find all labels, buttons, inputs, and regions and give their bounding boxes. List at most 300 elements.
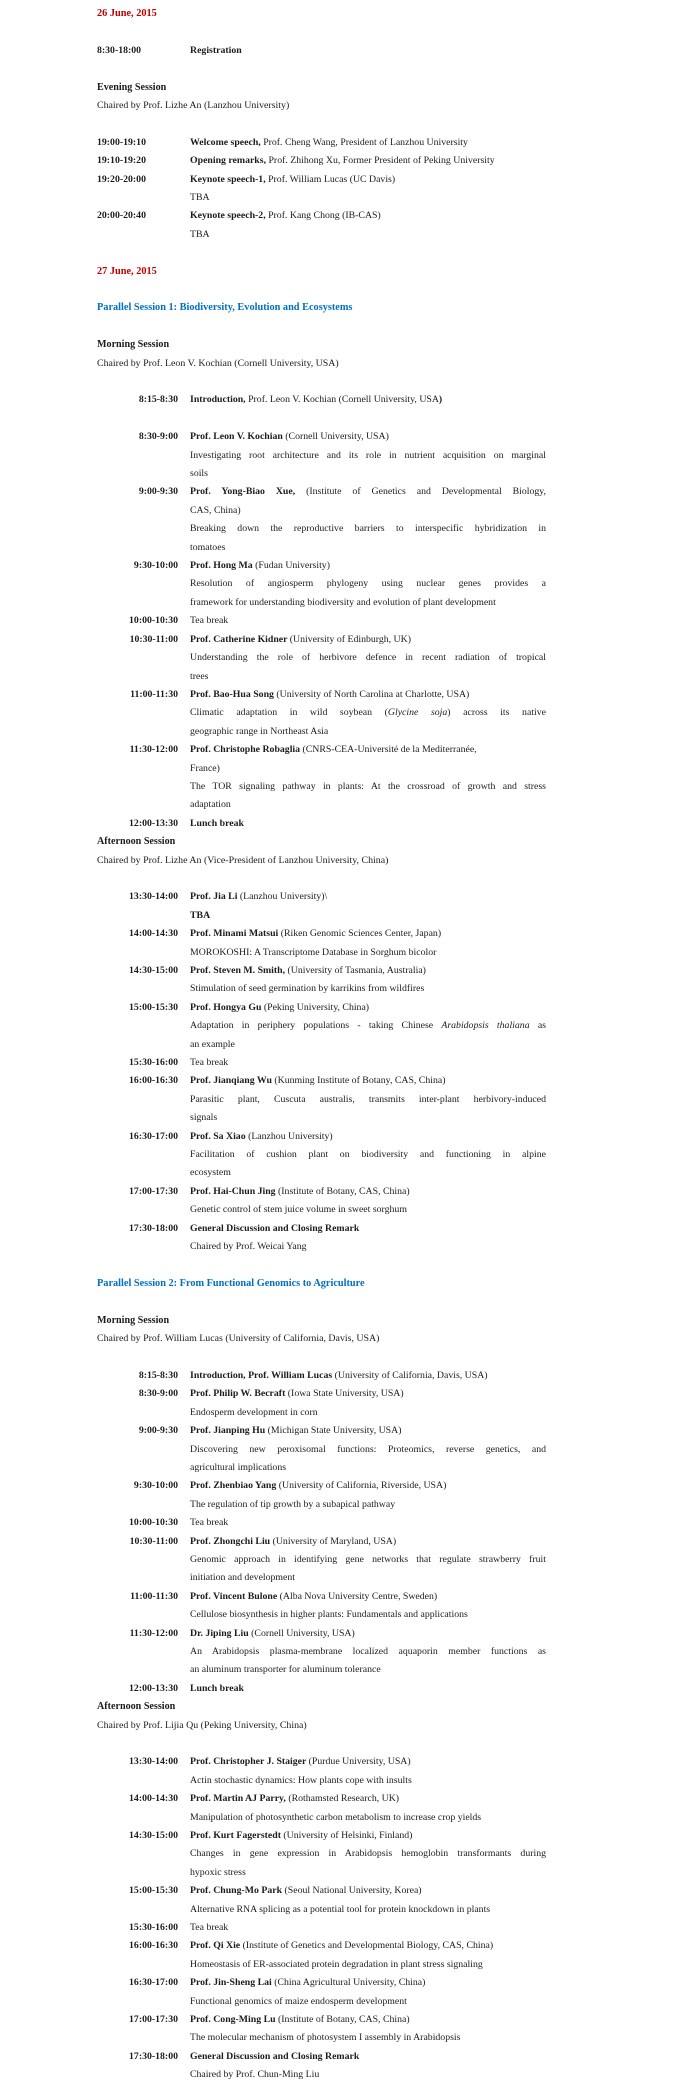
event-content — [190, 1367, 546, 1385]
event-content — [190, 962, 546, 999]
event-row — [97, 1183, 645, 1220]
text-run: Lunch break — [190, 1682, 244, 1694]
event-line — [190, 1772, 546, 1790]
event-row — [97, 815, 645, 833]
text-run: as — [529, 1020, 546, 1032]
event-row — [97, 1533, 645, 1588]
event-time: 8:30-9:00 — [138, 431, 178, 443]
event-row — [97, 557, 645, 612]
text-run: Opening remarks, — [190, 155, 269, 167]
event-row — [97, 1625, 645, 1680]
event-line — [190, 723, 546, 741]
event-line — [190, 686, 546, 704]
event-line — [190, 1643, 546, 1661]
event-line — [190, 1146, 546, 1164]
event-content — [190, 612, 546, 630]
event-content — [190, 1533, 546, 1588]
text-run: trees — [190, 670, 209, 682]
text-run: Prof. Cong-Ming Lu — [190, 2014, 278, 2026]
text-run: Actin stochastic dynamics: How plants cope with insults — [190, 1774, 412, 1786]
event-content — [190, 815, 546, 833]
text-run: framework for understanding biodiversity and evolution of plant development — [190, 596, 496, 608]
event-line — [190, 465, 546, 483]
text-run: Prof. Christopher J. Staiger — [190, 1756, 309, 1768]
event-line — [190, 907, 546, 925]
event-time: 19:20-20:00 — [97, 173, 146, 185]
event-line — [190, 1017, 546, 1035]
event-content — [190, 2011, 546, 2048]
text-run: (Peking University, China) — [263, 1001, 370, 1013]
event-line — [190, 2066, 546, 2084]
event-content — [190, 134, 546, 152]
event-time: 15:30-16:00 — [129, 1922, 178, 1934]
event-line — [190, 539, 546, 557]
date-heading: 26 June, 2015 — [97, 8, 157, 19]
event-time: 13:30-14:00 — [129, 891, 178, 903]
event-line — [190, 1864, 546, 1882]
event-content — [190, 925, 546, 962]
event-time: 17:30-18:00 — [129, 1222, 178, 1234]
event-line — [190, 1937, 546, 1955]
session-header — [97, 1312, 645, 1349]
text-run: Introduction, — [190, 394, 249, 406]
event-line — [190, 226, 546, 244]
event-line — [190, 668, 546, 686]
event-time: 14:30-15:00 — [129, 1830, 178, 1842]
text-run: signals — [190, 1112, 218, 1124]
event-row — [97, 1385, 645, 1422]
text-run: (Institute of Botany, CAS, China) — [278, 2014, 410, 2026]
text-run: (Institute of Botany, CAS, China) — [278, 1185, 410, 1197]
event-line — [190, 741, 546, 759]
text-run: (Purdue University, USA) — [308, 1756, 411, 1768]
text-run: Prof. Jia Li — [190, 891, 240, 903]
text-run: (Iowa State University, USA) — [287, 1388, 404, 1400]
event-line — [190, 483, 546, 501]
text-run: Prof. Catherine Kidner — [190, 633, 290, 645]
event-line — [190, 594, 546, 612]
event-line — [190, 796, 546, 814]
event-line — [190, 502, 546, 520]
event-content — [190, 1072, 546, 1127]
event-line — [190, 520, 546, 538]
text-run: Prof. Martin AJ Parry, — [190, 1793, 289, 1805]
event-row — [97, 1974, 645, 2011]
text-run: (Lanzhou University)\ — [239, 891, 328, 903]
event-content — [190, 999, 546, 1054]
text-run: Introduction, Prof. William Lucas — [190, 1369, 335, 1381]
event-line — [190, 1367, 546, 1385]
text-run: Prof. Leon V. Kochian (Cornell University, USA — [248, 394, 439, 406]
event-row — [97, 686, 645, 741]
event-line — [190, 171, 546, 189]
event-time: 8:30-9:00 — [138, 1388, 178, 1400]
event-time: 14:30-15:00 — [129, 964, 178, 976]
text-run: (China Agricultural University, China) — [274, 1977, 426, 1989]
event-time: 9:00-9:30 — [138, 486, 178, 498]
text-run: TBA — [190, 228, 210, 240]
event-row — [97, 171, 645, 208]
event-line — [190, 2048, 546, 2066]
event-line — [190, 391, 546, 409]
event-line — [190, 1183, 546, 1201]
text-run: Prof. Vincent Bulone — [190, 1590, 280, 1602]
event-content — [190, 1937, 546, 1974]
event-line — [190, 1054, 546, 1072]
text-run: The regulation of tip growth by a subapical pathway — [190, 1498, 396, 1510]
text-run: Resolution of angiosperm phylogeny using nuclear genes provides a — [190, 578, 546, 590]
event-content — [190, 888, 546, 925]
text-run: Prof. Christophe Robaglia — [190, 744, 303, 756]
event-row — [97, 631, 645, 686]
event-row — [97, 1588, 645, 1625]
event-line — [190, 649, 546, 667]
event-line — [190, 1091, 546, 1109]
event-content — [190, 1477, 546, 1514]
event-line — [190, 888, 546, 906]
event-line — [190, 1569, 546, 1587]
text-run: ) — [438, 394, 443, 406]
text-run: General Discussion and Closing Remark — [190, 1222, 360, 1234]
session-chair: Chaired by Prof. Lizhe An (Vice-President of Lanzhou University, China) — [97, 854, 389, 866]
event-line — [190, 1220, 546, 1238]
event-line — [190, 1496, 546, 1514]
event-row — [97, 1477, 645, 1514]
event-row — [97, 1827, 645, 1882]
text-run: Understanding the role of herbivore defence in recent radiation of tropical — [190, 652, 546, 664]
text-run: Prof. Hai-Chun Jing — [190, 1185, 279, 1197]
text-run: (Kunming Institute of Botany, CAS, China) — [274, 1075, 446, 1087]
event-line — [190, 1422, 546, 1440]
event-time: 17:00-17:30 — [129, 1185, 178, 1197]
event-content — [190, 1827, 546, 1882]
event-content — [190, 1753, 546, 1790]
text-run: Chaired by Prof. Chun-Ming Liu — [190, 2069, 320, 2081]
event-content — [190, 1128, 546, 1183]
event-time: 11:00-11:30 — [130, 688, 178, 700]
event-time: 9:30-10:00 — [133, 560, 178, 572]
text-run: Breaking down the reproductive barriers to interspecific hybridization in — [190, 523, 546, 535]
text-run: (University of Edinburgh, UK) — [289, 633, 411, 645]
session-chair: Chaired by Prof. Leon V. Kochian (Cornell University, USA) — [97, 357, 339, 369]
text-run: (Institute of Genetics and Developmental Biology, — [306, 486, 546, 498]
text-run: Genetic control of stem juice volume in sweet sorghum — [190, 1204, 407, 1216]
event-line — [190, 944, 546, 962]
event-content — [190, 1919, 546, 1937]
event-row — [97, 152, 645, 170]
text-run: MOROKOSHI: A Transcriptome Database in Sorghum bicolor — [190, 946, 437, 958]
text-run: TBA — [190, 909, 211, 921]
text-run: Tea break — [190, 1922, 229, 1934]
event-row — [97, 1919, 645, 1937]
text-run: Prof. Leon V. Kochian — [190, 431, 286, 443]
text-run: adaptation — [190, 799, 231, 811]
event-time: 9:30-10:00 — [133, 1480, 178, 1492]
event-line — [190, 1845, 546, 1863]
event-line — [190, 447, 546, 465]
event-content — [190, 557, 546, 612]
event-time: 15:00-15:30 — [129, 1885, 178, 1897]
event-time: 11:00-11:30 — [130, 1590, 178, 1602]
text-run: (University of North Carolina at Charlotte, USA) — [276, 688, 470, 700]
text-run: Genomic approach in identifying gene networks that regulate strawberry fruit — [190, 1553, 546, 1565]
text-run: An Arabidopsis plasma-membrane localized aquaporin member functions as — [190, 1645, 546, 1657]
event-content — [190, 1974, 546, 2011]
event-time: 15:30-16:00 — [129, 1057, 178, 1069]
text-run: hypoxic stress — [190, 1866, 246, 1878]
event-row — [97, 741, 645, 815]
event-row — [97, 483, 645, 557]
event-row — [97, 391, 645, 409]
event-line — [190, 1109, 546, 1127]
text-run: The molecular mechanism of photosystem I assembly in Arabidopsis — [190, 2032, 461, 2044]
text-run: (Lanzhou University) — [248, 1130, 333, 1142]
text-run: Alternative RNA splicing as a potential tool for protein knockdown in plants — [190, 1903, 491, 1915]
text-run: Manipulation of photosynthetic carbon metabolism to increase crop yields — [190, 1811, 482, 1823]
text-run: (University of California, Riverside, USA) — [278, 1480, 447, 1492]
text-run: Prof. Bao-Hua Song — [190, 688, 277, 700]
text-run: Chaired by Prof. Weicai Yang — [190, 1241, 307, 1253]
event-line — [190, 1588, 546, 1606]
text-run: agricultural implications — [190, 1461, 287, 1473]
event-row — [97, 1753, 645, 1790]
session-title: Evening Session — [97, 81, 167, 93]
event-row — [97, 1680, 645, 1698]
text-run: Tea break — [190, 1517, 229, 1529]
event-time: 11:30-12:00 — [129, 1627, 178, 1639]
event-line — [190, 980, 546, 998]
session-title: Afternoon Session — [97, 836, 176, 848]
text-run: Prof. William Lucas (UC Davis) — [268, 173, 396, 185]
event-row — [97, 612, 645, 630]
text-run: Prof. Sa Xiao — [190, 1130, 249, 1142]
date-heading: 27 June, 2015 — [97, 265, 157, 277]
text-run: CAS, China) — [190, 504, 241, 516]
parallel-session-title: Parallel Session 1: Biodiversity, Evolution and Ecosystems — [97, 302, 353, 314]
text-run: Adaptation in periphery populations - taking Chinese — [190, 1020, 442, 1032]
text-run: Glycine soja — [387, 707, 448, 719]
event-row — [97, 1054, 645, 1072]
event-line — [190, 1680, 546, 1698]
text-run: Prof. Steven M. Smith, — [190, 964, 288, 976]
event-content — [190, 1422, 546, 1477]
session-title: Morning Session — [97, 1314, 170, 1326]
event-line — [190, 815, 546, 833]
session-chair: Chaired by Prof. Lijia Qu (Peking University, China) — [97, 1719, 307, 1731]
event-time: 19:00-19:10 — [97, 136, 146, 148]
event-line — [190, 1036, 546, 1054]
event-content — [190, 1882, 546, 1919]
session-chair: Chaired by Prof. Lizhe An (Lanzhou University) — [97, 100, 290, 111]
text-run: (Cornell University, USA) — [285, 431, 389, 443]
text-run: (Cornell University, USA) — [251, 1627, 355, 1639]
text-run: Tea break — [190, 615, 229, 627]
text-run: Functional genomics of maize endosperm development — [190, 1995, 407, 2007]
text-run: Prof. Yong-Biao Xue, — [190, 486, 307, 498]
text-run: Prof. Philip W. Becraft — [190, 1388, 288, 1400]
text-run: (Michigan State University, USA) — [267, 1425, 402, 1437]
event-time: 16:30-17:00 — [129, 1130, 178, 1142]
text-run: (Seoul National University, Korea) — [284, 1885, 422, 1897]
text-run: Welcome speech, — [190, 136, 264, 148]
text-run: Homeostasis of ER-associated protein degradation in plant stress signaling — [190, 1958, 483, 1970]
text-run: an aluminum transporter for aluminum tolerance — [190, 1664, 381, 1676]
event-line — [190, 1956, 546, 1974]
text-run: Arabidopsis thaliana — [441, 1020, 530, 1032]
event-content — [190, 428, 546, 483]
text-run: (CNRS-CEA-Université de la Mediterranée, — [302, 744, 477, 756]
text-run: an example — [190, 1038, 235, 1050]
event-content — [190, 1183, 546, 1220]
event-content — [190, 207, 546, 244]
session-chair: Chaired by Prof. William Lucas (University of California, Davis, USA) — [97, 1333, 380, 1345]
event-row — [97, 42, 645, 60]
event-row — [97, 999, 645, 1054]
event-time: 8:15-8:30 — [138, 394, 178, 406]
event-line — [190, 1128, 546, 1146]
text-run: The TOR signaling pathway in plants: At the crossroad of growth and stress — [190, 780, 546, 792]
text-run: Prof. Jianping Hu — [190, 1425, 268, 1437]
event-line — [190, 1164, 546, 1182]
event-time: 14:00-14:30 — [129, 1793, 178, 1805]
event-line — [190, 1790, 546, 1808]
event-time: 17:00-17:30 — [129, 2014, 178, 2026]
event-time: 8:30-18:00 — [97, 44, 142, 56]
event-content — [190, 1054, 546, 1072]
text-run: soils — [190, 468, 208, 480]
event-line — [190, 575, 546, 593]
text-run: Prof. Jin-Sheng Lai — [190, 1977, 275, 1989]
event-line — [190, 2011, 546, 2029]
event-line — [190, 1238, 546, 1256]
event-time: 16:00-16:30 — [129, 1940, 178, 1952]
event-content — [190, 152, 546, 170]
event-content — [190, 631, 546, 686]
text-run: TBA — [190, 192, 210, 204]
event-line — [190, 612, 546, 630]
text-run: France) — [190, 762, 220, 774]
text-run: Prof. Jianqiang Wu — [190, 1075, 275, 1087]
text-run: Endosperm development in corn — [190, 1406, 318, 1418]
event-line — [190, 428, 546, 446]
event-content — [190, 1220, 546, 1257]
session-header — [97, 336, 645, 373]
text-run: Prof. Hong Ma — [190, 560, 256, 572]
parallel-session-title: Parallel Session 2: From Functional Genomics to Agriculture — [97, 1277, 365, 1289]
event-line — [190, 1753, 546, 1771]
event-line — [190, 631, 546, 649]
text-run: Keynote speech-1, — [190, 173, 269, 185]
event-line — [190, 1625, 546, 1643]
event-time: 16:30-17:00 — [129, 1977, 178, 1989]
event-line — [190, 152, 546, 170]
text-run: (Rothamsted Research, UK) — [288, 1793, 400, 1805]
event-line — [190, 1072, 546, 1090]
event-row — [97, 1937, 645, 1974]
text-run: Stimulation of seed germination by karrikins from wildfires — [190, 983, 425, 995]
event-line — [190, 207, 546, 225]
text-run: (Fudan University) — [255, 560, 330, 572]
event-line — [190, 1385, 546, 1403]
event-row — [97, 1072, 645, 1127]
event-line — [190, 760, 546, 778]
event-row — [97, 1220, 645, 1257]
event-content — [190, 1680, 546, 1698]
text-run: Prof. Zhihong Xu, Former President of Peking University — [268, 155, 495, 167]
event-line — [190, 778, 546, 796]
text-run: initiation and development — [190, 1572, 296, 1584]
event-row — [97, 1422, 645, 1477]
event-time: 8:15-8:30 — [138, 1369, 178, 1381]
text-run: ) across its native — [447, 707, 546, 719]
text-run: Keynote speech-2, — [190, 210, 269, 222]
session-header — [97, 1698, 645, 1735]
event-line — [190, 557, 546, 575]
event-row — [97, 925, 645, 962]
event-line — [190, 42, 546, 60]
event-line — [190, 1919, 546, 1937]
event-content — [190, 171, 546, 208]
text-run: Prof. Zhenbiao Yang — [190, 1480, 279, 1492]
text-run: (Institute of Genetics and Developmental Biology, CAS, China) — [242, 1940, 494, 1952]
event-line — [190, 999, 546, 1017]
event-content — [190, 42, 546, 60]
text-run: Prof. Cheng Wang, President of Lanzhou University — [263, 136, 468, 148]
event-time: 15:00-15:30 — [129, 1001, 178, 1013]
event-line — [190, 1404, 546, 1422]
event-line — [190, 1809, 546, 1827]
event-line — [190, 925, 546, 943]
event-row — [97, 428, 645, 483]
event-line — [190, 1477, 546, 1495]
text-run: Facilitation of cushion plant on biodiversity and functioning in alpine — [190, 1149, 546, 1161]
event-content — [190, 483, 546, 557]
event-line — [190, 1606, 546, 1624]
event-line — [190, 962, 546, 980]
event-line — [190, 2029, 546, 2047]
event-line — [190, 1661, 546, 1679]
text-run: Prof. Hongya Gu — [190, 1001, 264, 1013]
event-time: 14:00-14:30 — [129, 928, 178, 940]
event-content — [190, 1514, 546, 1532]
event-line — [190, 1551, 546, 1569]
event-time: 10:30-11:00 — [129, 1535, 178, 1547]
event-time: 13:30-14:00 — [129, 1756, 178, 1768]
event-time: 10:30-11:00 — [129, 633, 178, 645]
text-run: Investigating root architecture and its role in nutrient acquisition on marginal — [190, 449, 546, 461]
text-run: Prof. Minami Matsui — [190, 928, 281, 940]
event-line — [190, 1459, 546, 1477]
event-content — [190, 1588, 546, 1625]
text-run: Tea break — [190, 1057, 229, 1069]
text-run: (University of Tasmania, Australia) — [287, 964, 426, 976]
text-run: geographic range in Northeast Asia — [190, 725, 329, 737]
text-run: Cellulose biosynthesis in higher plants: Fundamentals and applications — [190, 1609, 468, 1621]
event-content — [190, 1385, 546, 1422]
event-time: 19:10-19:20 — [97, 155, 146, 167]
event-line — [190, 1882, 546, 1900]
text-run: Parasitic plant, Cuscuta australis, transmits inter-plant herbivory-induced — [190, 1093, 546, 1105]
text-run: Climatic adaptation in wild soybean ( — [190, 707, 388, 719]
event-row — [97, 1128, 645, 1183]
text-run: Discovering new peroxisomal functions: Proteomics, reverse genetics, and — [190, 1443, 546, 1455]
event-row — [97, 1790, 645, 1827]
text-run: tomatoes — [190, 541, 226, 553]
text-run: (Riken Genomic Sciences Center, Japan) — [280, 928, 442, 940]
session-header — [97, 79, 645, 116]
text-run: (Alba Nova University Centre, Sweden) — [279, 1590, 438, 1602]
event-time: 12:00-13:30 — [129, 1682, 178, 1694]
